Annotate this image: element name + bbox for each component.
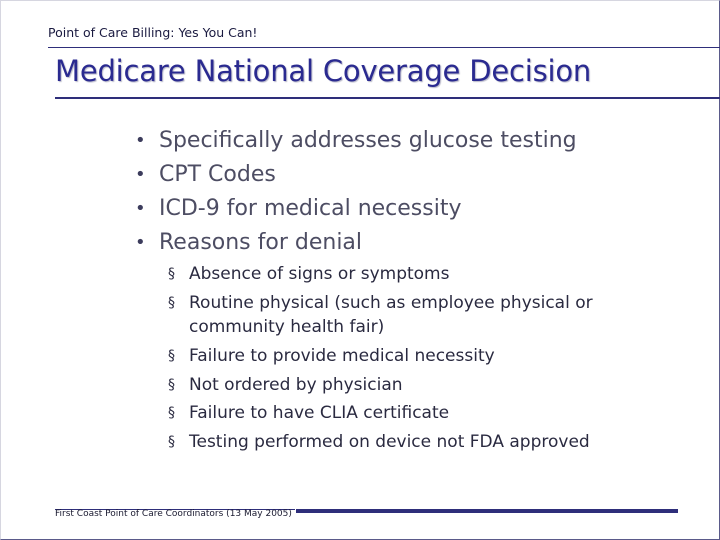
slide-header: Point of Care Billing: Yes You Can! xyxy=(48,25,258,40)
bullet-item xyxy=(135,228,695,258)
sub-bullet-text: Failure to have CLIA certificate xyxy=(189,403,450,423)
bullet-marker: • xyxy=(135,130,146,151)
bullet-text: ICD-9 for medical necessity xyxy=(159,196,462,221)
bullet-marker: • xyxy=(135,198,146,219)
bullet-item xyxy=(135,160,695,190)
sub-bullet-text: Absence of signs or symptoms xyxy=(189,264,450,284)
bullet-item xyxy=(135,126,695,156)
bullet-marker: • xyxy=(135,232,146,253)
sub-bullet-marker: § xyxy=(168,295,175,311)
bullet-text: Specifically addresses glucose testing xyxy=(159,128,577,153)
slide-title: Medicare National Coverage Decision xyxy=(55,54,592,88)
bullet-marker: • xyxy=(135,164,146,185)
sub-bullet-text: Testing performed on device not FDA approved xyxy=(189,432,590,452)
sub-bullet-marker: § xyxy=(168,348,175,364)
sub-bullet-marker: § xyxy=(168,377,175,393)
sub-bullet-marker: § xyxy=(168,405,175,421)
sub-bullet-text: Failure to provide medical necessity xyxy=(189,346,495,366)
bullet-text: CPT Codes xyxy=(159,162,276,187)
sub-bullet-marker: § xyxy=(168,266,175,282)
slide-footer: First Coast Point of Care Coordinators (13 May 2005) xyxy=(55,509,292,519)
sub-bullet-marker: § xyxy=(168,434,175,450)
title-divider xyxy=(55,97,720,99)
footer-divider-thick xyxy=(296,509,678,513)
bullet-item xyxy=(135,194,695,224)
header-divider xyxy=(48,47,720,48)
sub-bullet-text: Not ordered by physician xyxy=(189,375,403,395)
sub-bullet-text: Routine physical (such as employee physical or community health fair) xyxy=(189,293,593,337)
bullet-text: Reasons for denial xyxy=(159,230,363,255)
